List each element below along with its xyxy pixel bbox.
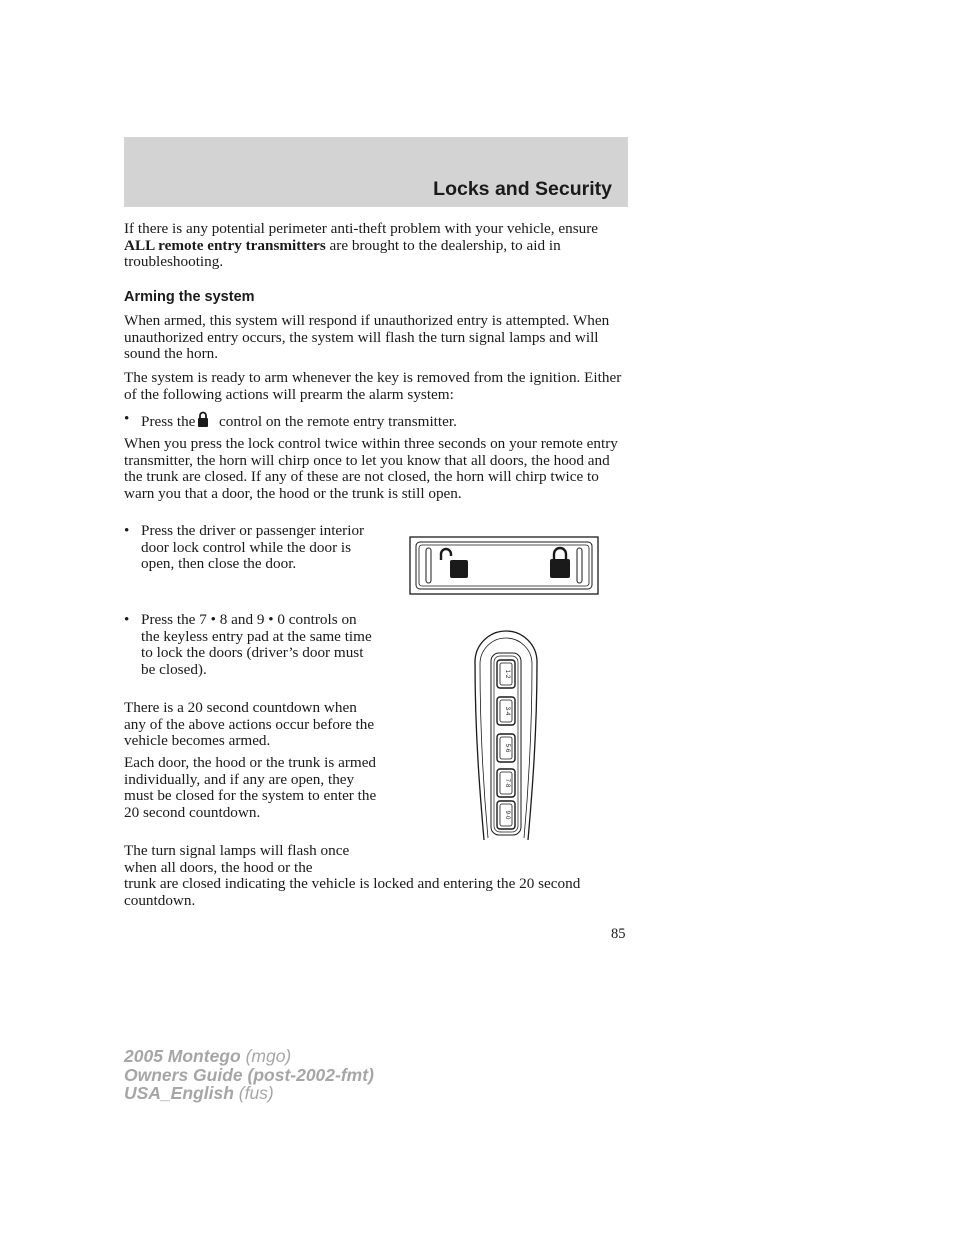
keypad-key-label: 1·2: [504, 669, 510, 679]
keypad-key-5-6: [497, 734, 515, 762]
keypad-key-1-2: [497, 660, 515, 688]
intro-bold: ALL remote entry transmitters: [124, 236, 326, 254]
bullet-keypad-text: Press the 7 • 8 and 9 • 0 controls on the keyless entry pad at the same time to lock the doors (driver’s door must be closed).: [141, 611, 372, 678]
keypad-key-label: 5·6: [504, 743, 510, 753]
bullet-remote-lock: [124, 411, 630, 429]
document-footer: [124, 1047, 374, 1103]
footer-line-3: [124, 1084, 374, 1103]
paragraph-flash-end: trunk are closed indicating the vehicle is locked and entering the 20 second countdown.: [124, 875, 581, 909]
bullet-dot: •: [124, 611, 130, 628]
intro-text-before: If there is any potential perimeter anti-theft problem with your vehicle, ensure: [124, 220, 599, 237]
footer-language: USA_English: [124, 1083, 234, 1104]
bullet-remote-after: control on the remote entry transmitter.: [219, 413, 457, 430]
footer-model-code: (mgo): [240, 1046, 292, 1066]
bullet-dot: •: [124, 410, 130, 427]
lock-icon: [197, 411, 209, 428]
keypad-key-9-0: [497, 801, 515, 829]
subheading-arming: Arming the system: [124, 289, 255, 305]
page-number: 85: [611, 926, 626, 942]
intro-paragraph: [124, 221, 630, 271]
bullet-door-text: Press the driver or passenger interior door lock control while the door is open, then close the door.: [141, 522, 365, 572]
bullet-remote-before: Press the: [141, 413, 196, 430]
bullet-remote-text: [141, 411, 457, 431]
footer-model: 2005 Montego: [124, 1046, 241, 1066]
paragraph-flash-start: The turn signal lamps will flash once when all doors, the hood or the: [124, 842, 350, 876]
footer-line-2: [124, 1066, 374, 1085]
paragraph-armed: When armed, this system will respond if unauthorized entry is attempted. When unauthorized entry occurs, the system will flash the turn signal lamps and will sound the horn.: [124, 312, 610, 363]
footer-guide: Owners Guide (post-2002-fmt): [124, 1064, 374, 1085]
bullet-dot: •: [124, 522, 130, 539]
footer-line-1: [124, 1047, 374, 1066]
keypad-key-label: 9·0: [504, 810, 510, 820]
keypad-key-label: 3·4: [504, 706, 510, 716]
paragraph-individual: Each door, the hood or the trunk is armed individually, and if any are open, they must be closed for the system to enter the 20 second countdown.: [124, 754, 377, 821]
keypad-key-label: 7·8: [504, 778, 510, 788]
section-title: Locks and Security: [433, 178, 612, 200]
paragraph-ready: The system is ready to arm whenever the key is removed from the ignition. Either of the following actions will prearm the alarm system:: [124, 369, 622, 403]
keypad-key-7-8: [497, 769, 515, 797]
footer-language-code: (fus): [233, 1083, 274, 1104]
door-lock-switch-figure: [409, 536, 599, 595]
paragraph-chirp: When you press the lock control twice within three seconds on your remote entry transmitter, the horn will chirp once to let you know that all doors, the hood and the trunk are closed. If any of these are not closed, the horn will chirp twice to warn you that a door, the hood or the trunk is still open.: [124, 435, 618, 502]
paragraph-countdown: There is a 20 second countdown when any of the above actions occur before the vehicle becomes armed.: [124, 699, 375, 750]
intro-text-after: are brought to the dealership, to aid in troubleshooting.: [124, 236, 561, 271]
section-header-band: [124, 137, 628, 207]
keypad-key-3-4: [497, 697, 515, 725]
keyless-entry-keypad-figure: [472, 624, 540, 842]
